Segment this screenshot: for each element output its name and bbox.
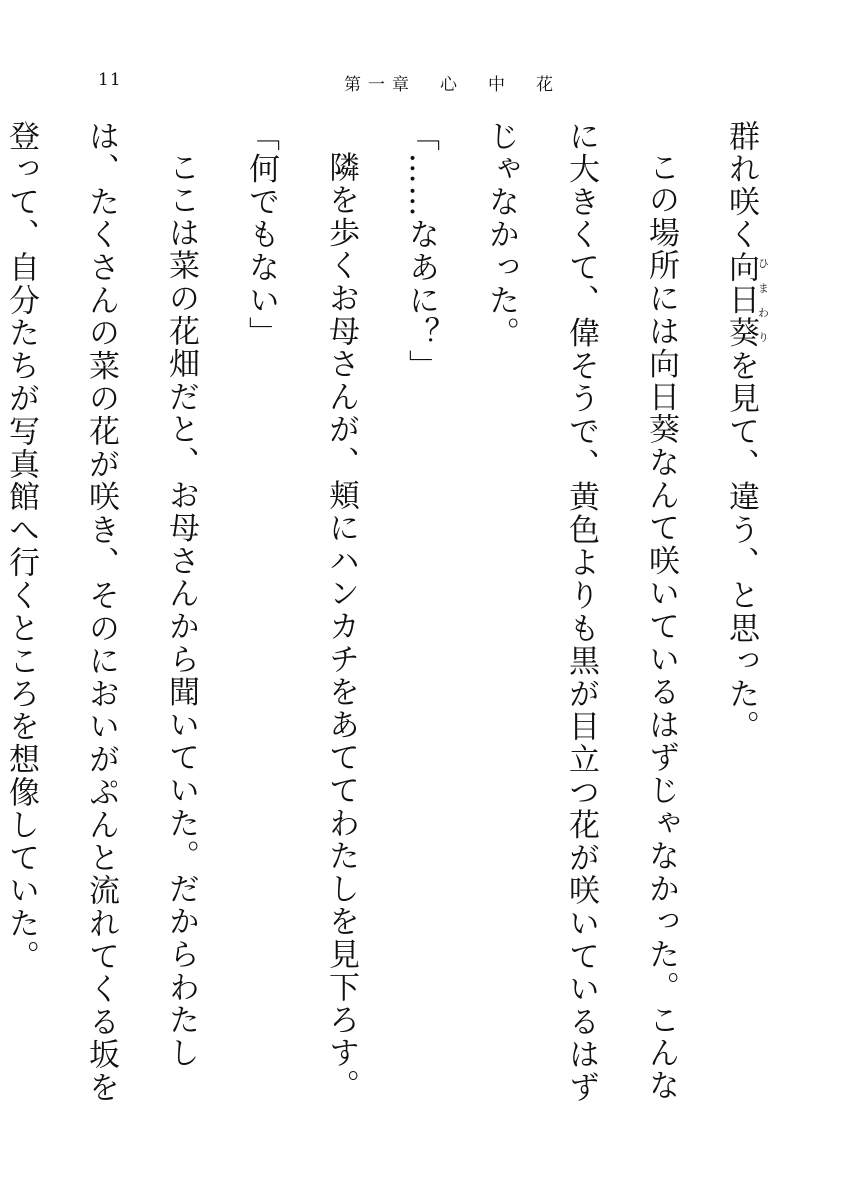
paragraph-1-after-ruby: を見て、違う、と思った。 <box>723 349 759 744</box>
paragraph-5: 「何でもない」 <box>243 120 279 350</box>
paragraph-4: 隣を歩くお母さんが、頬にハンカチをあててわたしを見下ろす。 <box>323 151 359 1103</box>
paragraph-3: 「……なあに？」 <box>403 120 439 383</box>
running-head: 第一章 心 中 花 <box>344 75 560 95</box>
ruby-himawari-base: 向日葵 <box>723 251 759 350</box>
ruby-himawari <box>723 251 770 350</box>
ruby-himawari-reading: ひまわり <box>756 251 770 350</box>
paragraph-2: この場所には向日葵なんて咲いているはずじゃなかった。こんなに大きくて、偉そうで、黄色よりも黒が目立つ花が咲いているはずじゃなかった。 <box>483 120 679 1104</box>
paragraph-6: ここは菜の花畑だと、お母さんから聞いていた。だからわたしは、たくさんの菜の花が咲き、そのにおいがぷんと流れてくる坂を登って、自分たちが写真館へ行くところを想像していた。 <box>3 120 199 1104</box>
page-number: 11 <box>98 70 122 90</box>
paragraph-1 <box>701 120 781 1130</box>
body-text <box>3 120 781 1130</box>
paragraph-1-before-ruby: 群れ咲く <box>723 120 759 252</box>
